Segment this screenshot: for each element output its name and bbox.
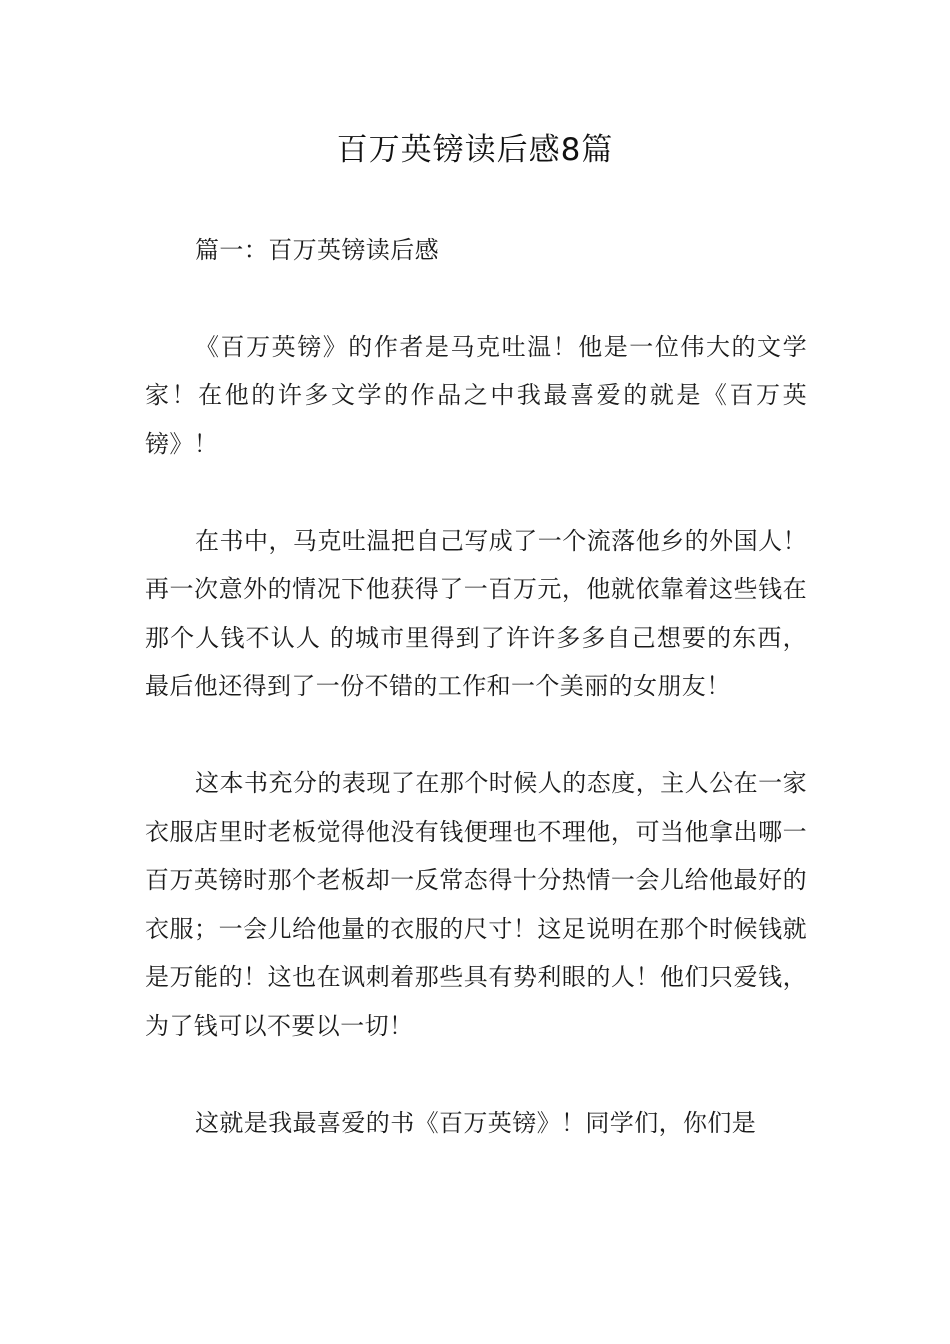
paragraph-1: 《百万英镑》的作者是马克吐温！他是一位伟大的文学家！在他的许多文学的作品之中我最喜爱的就是《百万英镑》！ — [145, 332, 807, 458]
paragraph-4: 这就是我最喜爱的书《百万英镑》！同学们，你们是 — [195, 1108, 757, 1137]
paragraph-2: 在书中，马克吐温把自己写成了一个流落他乡的外国人！再一次意外的情况下他获得了一百万元，他就依靠着这些钱在那个人钱不认人 的城市里得到了许许多多自己想要的东西，最后他还得到了一份不错的工作和一个美丽的女朋友！ — [145, 526, 807, 700]
document-body — [145, 226, 807, 1196]
document-title: 百万英镑读后感8篇 — [336, 132, 614, 168]
paragraph-3: 这本书充分的表现了在那个时候人的态度，主人公在一家衣服店里时老板觉得他没有钱便理也不理他，可当他拿出哪一百万英镑时那个老板却一反常态得十分热情一会儿给他最好的衣服；一会儿给他量的衣服的尺寸！这足说明在那个时候钱就是万能的！这也在讽刺着那些具有势利眼的人！他们只爱钱，为了钱可以不要以一切！ — [145, 769, 807, 1040]
section-heading: 篇一：百万英镑读后感 — [195, 236, 439, 264]
